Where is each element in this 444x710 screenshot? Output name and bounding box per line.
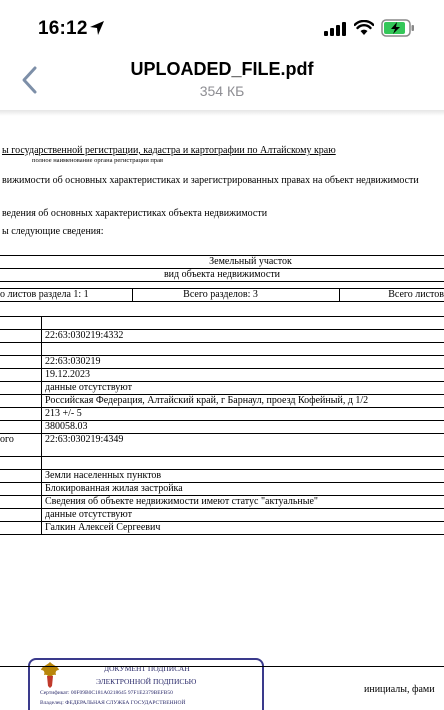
location-arrow-icon: [89, 20, 105, 36]
wifi-icon: [354, 20, 374, 36]
table-row: [0, 470, 444, 483]
table-row: [0, 434, 444, 457]
table-row: [0, 421, 444, 434]
authority-caption: полное наименование органа регистрации прав: [32, 157, 164, 164]
row-label: [0, 330, 42, 343]
row-label: [0, 395, 42, 408]
battery-charging-icon: [381, 19, 415, 37]
document-heading: вижимости об основных характеристиках и зарегистрированных правах на объект недвижимости: [2, 175, 419, 186]
row-label: [0, 496, 42, 509]
stamp-certificate: Сертификат: 00F09B0C181A0218645 97F1E2379BEFB50: [40, 690, 173, 696]
row-label: [0, 369, 42, 382]
row-value: 19.12.2023: [42, 369, 444, 382]
status-bar: [0, 0, 444, 56]
row-value: Галкин Алексей Сергеевич: [42, 522, 444, 535]
object-type: Земельный участок: [0, 256, 444, 269]
initials-label: инициалы, фами: [364, 684, 435, 695]
table-row: [0, 483, 444, 496]
row-label: [0, 408, 42, 421]
cellular-signal-icon: [324, 22, 346, 36]
row-value: 22:63:030219:4332: [42, 330, 444, 343]
pdf-document-view[interactable]: [0, 110, 444, 710]
characteristics-table: [0, 316, 444, 535]
row-value: [42, 317, 444, 330]
row-label: [0, 483, 42, 496]
table-row: [0, 330, 444, 343]
table-row: [0, 408, 444, 421]
stamp-owner: Владелец: ФЕДЕРАЛЬНАЯ СЛУЖБА ГОСУДАРСТВЕННОЙ: [40, 700, 186, 706]
row-value: [42, 343, 444, 356]
row-value: Сведения об объекте недвижимости имеют статус "актуальные": [42, 496, 444, 509]
status-time: 16:12: [38, 18, 88, 39]
section-title: ведения об основных характеристиках объекта недвижимости: [2, 208, 268, 219]
table-row: [0, 457, 444, 470]
row-value: 380058.03: [42, 421, 444, 434]
total-sheets-label: Всего листов: [340, 289, 444, 302]
table-row: [0, 369, 444, 382]
navigation-bar: [0, 56, 444, 108]
row-value: [42, 457, 444, 470]
row-label: ого: [0, 434, 42, 457]
sections-label: Всего разделов: 3: [133, 289, 340, 302]
sheets-label: о листов раздела 1: 1: [0, 289, 133, 302]
row-label: [0, 356, 42, 369]
intro-text: ы следующие сведения:: [2, 226, 104, 237]
signature-divider: [0, 666, 444, 667]
row-label: [0, 457, 42, 470]
row-label: [0, 421, 42, 434]
object-type-table: [0, 255, 444, 282]
row-label: [0, 509, 42, 522]
table-row: [0, 395, 444, 408]
coat-of-arms-icon: [38, 660, 62, 690]
authority-name: ы государственной регистрации, кадастра и картографии по Алтайскому краю: [2, 145, 336, 156]
row-value: данные отсутствуют: [42, 509, 444, 522]
row-value: Земли населенных пунктов: [42, 470, 444, 483]
row-label: [0, 343, 42, 356]
object-type-caption: вид объекта недвижимости: [0, 269, 444, 282]
row-value: 22:63:030219:4349: [42, 434, 444, 457]
row-label: [0, 470, 42, 483]
table-row: [0, 496, 444, 509]
page-top-shadow: [0, 110, 444, 116]
table-row: [0, 522, 444, 535]
row-label: [0, 317, 42, 330]
file-title: UPLOADED_FILE.pdf: [130, 59, 314, 79]
row-value: данные отсутствуют: [42, 382, 444, 395]
sheets-table: [0, 288, 444, 302]
table-row: [0, 509, 444, 522]
table-row: [0, 317, 444, 330]
row-label: [0, 522, 42, 535]
row-value: 22:63:030219: [42, 356, 444, 369]
stamp-line2: ЭЛЕКТРОННОЙ ПОДПИСЬЮ: [96, 677, 197, 686]
row-label: [0, 382, 42, 395]
row-value: 213 +/- 5: [42, 408, 444, 421]
stamp-line1: ДОКУМЕНТ ПОДПИСАН: [104, 664, 190, 673]
table-row: [0, 343, 444, 356]
file-size: 354 КБ: [199, 83, 245, 99]
table-row: [0, 382, 444, 395]
row-value: Блокированная жилая застройка: [42, 483, 444, 496]
table-row: [0, 356, 444, 369]
row-value: Российская Федерация, Алтайский край, г Барнаул, проезд Кофейный, д 1/2: [42, 395, 444, 408]
